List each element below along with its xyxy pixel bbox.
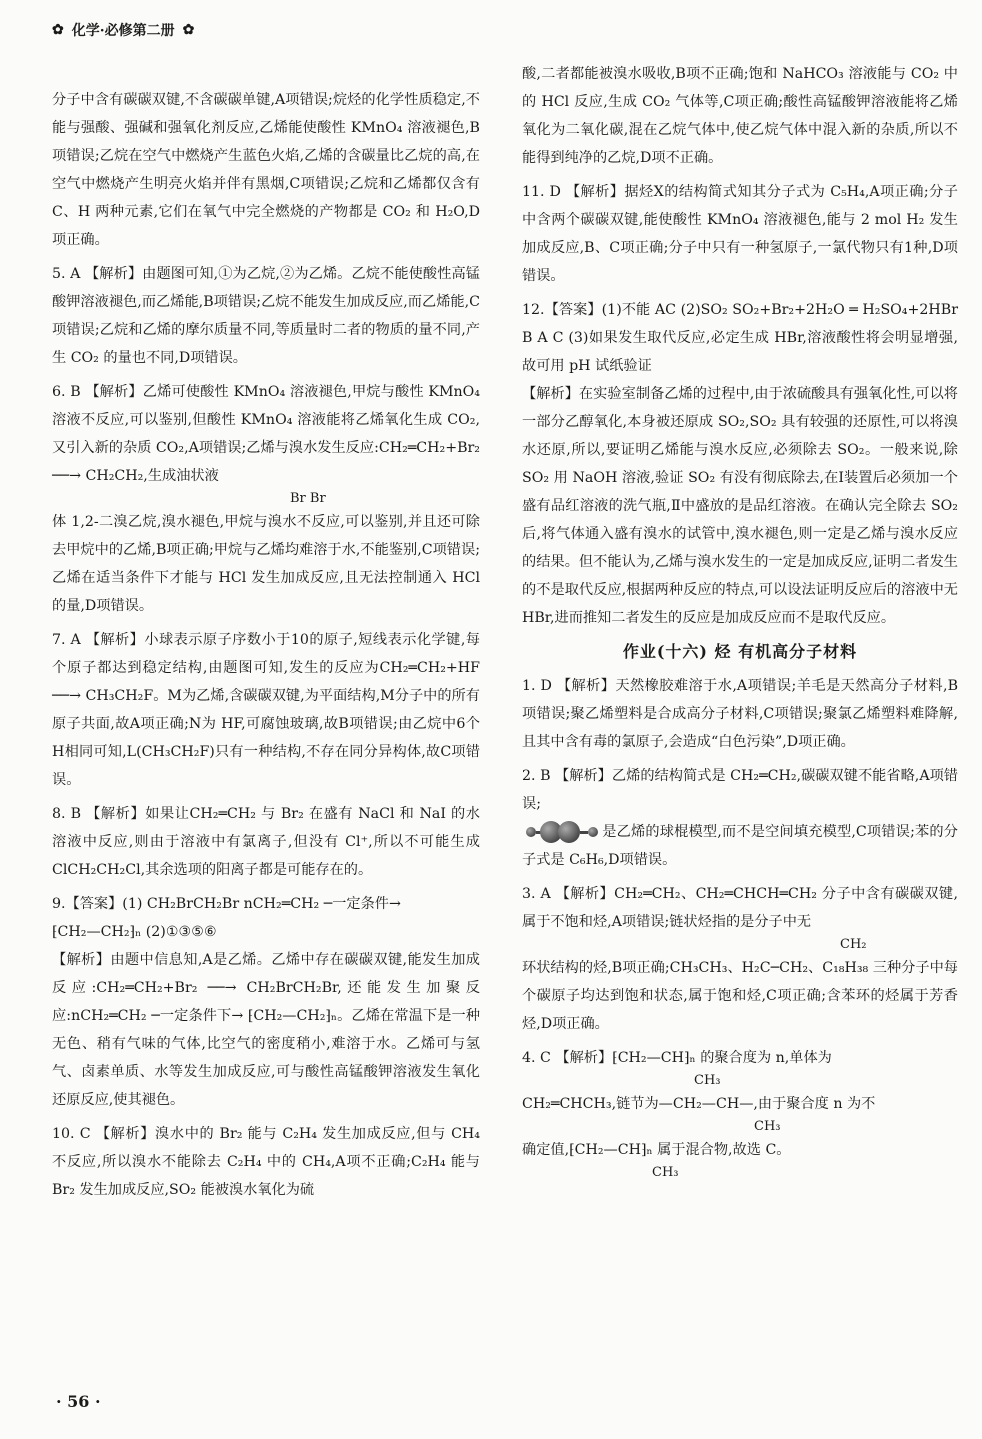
methyl-sub-2: CH₃ xyxy=(754,1119,781,1134)
page-header xyxy=(52,20,194,40)
cyclopropane-ch2: CH₂ xyxy=(840,937,867,952)
answer-4-cont: 分子中含有碳碳双键,不含碳碳单键,A项错误;烷烃的化学性质稳定,不能与强酸、强碱和强氧化剂反应,乙烯能使酸性 KMnO₄ 溶液褪色,B项错误;乙烷在空气中燃烧产生蓝色火焰,乙烯的含碳量比乙烷的高,在空气中燃烧产生明亮火焰并伴有黑烟,C项错误;乙烷和乙烯都仅含有 C、H 两种元素,它们在氧气中完全燃烧的产物都是 CO₂ 和 H₂O,D项正确。 xyxy=(52,92,480,248)
flower-icon: ✿ xyxy=(52,22,64,38)
answer-10-part2: 酸,二者都能被溴水吸收,B项不正确;饱和 NaHCO₃ 溶液能与 CO₂ 中的 HCl 反应,生成 CO₂ 气体等,C项正确;酸性高锰酸钾溶液能将乙烯氧化为二氧化碳,混在乙烷气体中,使乙烷气体中混入新的杂质,所以不能得到纯净的乙烷,D项不正确。 xyxy=(522,66,958,166)
section-title: 作业(十六) 烃 有机高分子材料 xyxy=(622,642,858,661)
answer-s4-part1: 4. C 【解析】⁅CH₂—CH⁆ₙ 的聚合度为 n,单体为 xyxy=(522,1050,832,1066)
answer-8: 8. B 【解析】如果让CH₂═CH₂ 与 Br₂ 在盛有 NaCl 和 NaI 的水溶液中反应,则由于溶液中有氯离子,但没有 Cl⁺,所以不可能生成ClCH₂CH₂Cl,其余选项的阳离子都是可能存在的。 xyxy=(52,806,480,878)
answer-6-part2: 体 1,2-二溴乙烷,溴水褪色,甲烷与溴水不反应,可以鉴别,并且还可除去甲烷中的乙烯,B项正确;甲烷与乙烯均难溶于水,不能鉴别,C项错误;乙烯在适当条件下才能与 HCl 发生加成反应,且无法控制通入 HCl 的量,D项错误。 xyxy=(52,514,480,614)
methyl-sub-1: CH₃ xyxy=(694,1073,721,1088)
answer-7: 7. A 【解析】小球表示原子序数小于10的原子,短线表示化学键,每个原子都达到稳定结构,由题图可知,发生的反应为CH₂═CH₂+HF ──→ CH₃CH₂F。M为乙烯,含碳碳双键,为平面结构,M分子中的所有原子共面,故A项正确;N为 HF,可腐蚀玻璃,故B项错误;由乙烷中6个H相同可知,L(CH₃CH₂F)只有一种结构,不存在同分异构体,故C项错误。 xyxy=(52,632,480,788)
ball-stick-model-icon xyxy=(526,821,598,843)
answer-9-analysis: 【解析】由题中信息知,A是乙烯。乙烯中存在碳碳双键,能发生加成反应:CH₂═CH₂+Br₂ ──→ CH₂BrCH₂Br,还能发生加聚反应:nCH₂═CH₂ ─一定条件下→ ⁅CH₂—CH₂⁆ₙ。乙烯在常温下是一种无色、稍有气味的气体,比空气的密度稍小,难溶于水。乙烯可与氢气、卤素单质、水等发生加成反应,可与酸性高锰酸钾溶液发生氧化还原反应,使其褪色。 xyxy=(52,952,480,1108)
right-column xyxy=(522,60,958,1182)
answer-s2-part2: 是乙烯的球棍模型,而不是空间填充模型,C项错误;苯的分子式是 C₆H₆,D项错误。 xyxy=(522,824,958,868)
answer-12-answer: 12.【答案】(1)不能 AC (2)SO₂ SO₂+Br₂+2H₂O ═ H₂SO₄+2HBr B A C (3)如果发生取代反应,必定生成 HBr,溶液酸性将会明显增强,故可用 pH 试纸验证 xyxy=(522,302,958,374)
left-column xyxy=(52,86,480,1210)
book-title: 化学·必修第二册 xyxy=(71,23,175,39)
answer-9-line2: ⁅CH₂—CH₂⁆ₙ (2)①③⑤⑥ xyxy=(52,924,217,940)
answer-10-part1: 10. C 【解析】溴水中的 Br₂ 能与 C₂H₄ 发生加成反应,但与 CH₄ 不反应,所以溴水不能除去 C₂H₄ 中的 CH₄,A项不正确;C₂H₄ 能与 Br₂ 发生加成反应,SO₂ 能被溴水氧化为硫 xyxy=(52,1126,480,1198)
answer-6-part1: 6. B 【解析】乙烯可使酸性 KMnO₄ 溶液褪色,甲烷与酸性 KMnO₄ 溶液不反应,可以鉴别,但酸性 KMnO₄ 溶液能将乙烯氧化生成 CO₂,又引入新的杂质 CO₂,A项错误;乙烯与溴水发生反应:CH₂═CH₂+Br₂ ──→ CH₂CH₂,生成油状液 xyxy=(52,384,480,484)
answer-s2-part1: 2. B 【解析】乙烯的结构简式是 CH₂═CH₂,碳碳双键不能省略,A项错误; xyxy=(522,768,958,812)
dibromo-substituents: Br Br xyxy=(290,491,326,506)
answer-s3-part1: 3. A 【解析】CH₂═CH₂、CH₂═CHCH═CH₂ 分子中含有碳碳双键,属于不饱和烃,A项错误;链状烃指的是分子中无 xyxy=(522,886,958,930)
page-number: · 56 · xyxy=(56,1392,101,1411)
answer-9-line1: 9.【答案】(1) CH₂BrCH₂Br nCH₂═CH₂ ─一定条件→ xyxy=(52,896,401,912)
answer-s1: 1. D 【解析】天然橡胶难溶于水,A项错误;羊毛是天然高分子材料,B项错误;聚乙烯塑料是合成高分子材料,C项错误;聚氯乙烯塑料难降解,且其中含有毒的氯原子,会造成“白色污染”,D项正确。 xyxy=(522,678,958,750)
flower-icon: ✿ xyxy=(182,22,195,38)
answer-12-analysis: 【解析】在实验室制备乙烯的过程中,由于浓硫酸具有强氧化性,可以将一部分乙醇氧化,本身被还原成 SO₂,SO₂ 具有较强的还原性,可以将溴水还原,所以,要证明乙烯能与溴水反应,必须除去 SO₂。一般来说,除 SO₂ 用 NaOH 溶液,验证 SO₂ 有没有彻底除去,在Ⅰ装置后必须加一个盛有品红溶液的洗气瓶,Ⅱ中盛放的是品红溶液。在确认完全除去 SO₂ 后,将气体通入盛有溴水的试管中,溴水褪色,则一定是乙烯与溴水反应的结果。但不能认为,乙烯与溴水发生的一定是加成反应,证明二者发生的不是取代反应,根据两种反应的特点,可以设法证明反应后的溶液中无 HBr,进而推知二者发生的反应是加成反应而不是取代反应。 xyxy=(522,386,958,626)
answer-s4-part3: 确定值,⁅CH₂—CH⁆ₙ 属于混合物,故选 C。 xyxy=(522,1142,791,1158)
answer-11: 11. D 【解析】据烃X的结构简式知其分子式为 C₅H₄,A项正确;分子中含两个碳碳双键,能使酸性 KMnO₄ 溶液褪色,能与 2 mol H₂ 发生加成反应,B、C项正确;分子中只有一种氢原子,一氯代物只有1种,D项错误。 xyxy=(522,184,958,284)
answer-s3-part2: 环状结构的烃,B项正确;CH₃CH₃、H₂C─CH₂、C₁₈H₃₈ 三种分子中每个碳原子均达到饱和状态,属于饱和烃,C项正确;含苯环的烃属于芳香烃,D项正确。 xyxy=(522,960,958,1032)
answer-5: 5. A 【解析】由题图可知,①为乙烷,②为乙烯。乙烷不能使酸性高锰酸钾溶液褪色,而乙烯能,B项错误;乙烷不能发生加成反应,而乙烯能,C项错误;乙烷和乙烯的摩尔质量不同,等质量时二者的物质的量不同,产生 CO₂ 的量也不同,D项错误。 xyxy=(52,266,480,366)
methyl-sub-3: CH₃ xyxy=(652,1165,679,1180)
answer-s4-part2: CH₂═CHCH₃,链节为—CH₂—CH—,由于聚合度 n 为不 xyxy=(522,1096,876,1112)
